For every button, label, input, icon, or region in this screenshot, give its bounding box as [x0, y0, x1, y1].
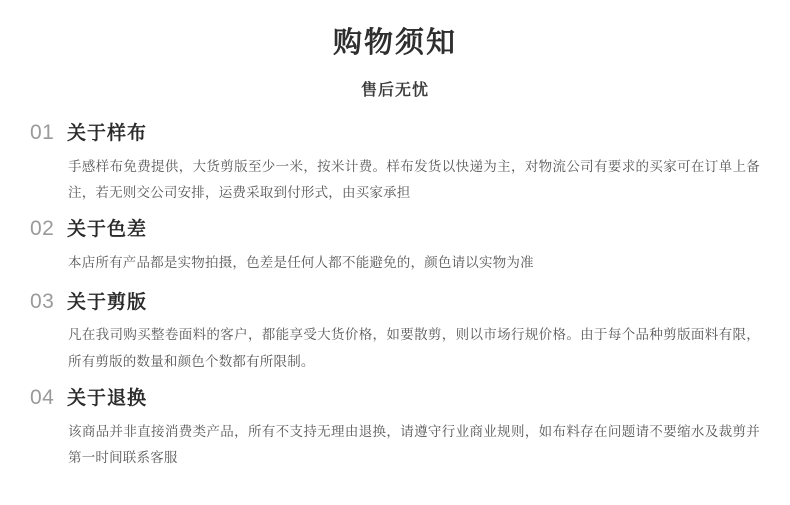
- section-number: 02: [30, 217, 55, 241]
- sections-list: [0, 122, 790, 472]
- section-title: 关于退换: [67, 388, 148, 410]
- section-heading: [30, 122, 760, 145]
- section-item: [30, 291, 760, 376]
- section-body: 手感样布免费提供，大货剪版至少一米，按米计费。样布发货以快递为主，对物流公司有要求的买家可在订单上备注，若无则交公司安排，运费采取到付形式，由买家承担: [68, 158, 760, 200]
- section-number: 04: [30, 386, 55, 410]
- section-body: 凡在我司购买整卷面料的客户，都能享受大货价格，如要散剪，则以市场行规价格。由于每个品种剪版面料有限，所有剪版的数量和颜色个数都有所限制。: [68, 327, 760, 369]
- section-item: [30, 122, 760, 207]
- page-title: 购物须知: [332, 27, 457, 59]
- section-number: 01: [30, 120, 55, 144]
- page-subtitle: 售后无忧: [360, 81, 429, 99]
- section-number: 03: [30, 289, 55, 313]
- section-body: 本店所有产品都是实物拍摄，色差是任何人都不能避免的，颜色请以实物为准: [68, 255, 534, 271]
- section-heading: [30, 291, 760, 314]
- section-title: 关于剪版: [67, 291, 148, 313]
- page-header: [0, 0, 790, 100]
- section-title: 关于色差: [67, 219, 148, 241]
- section-body: 该商品并非直接消费类产品，所有不支持无理由退换，请遵守行业商业规则，如布料存在问题请不要缩水及裁剪并第一时间联系客服: [68, 423, 760, 466]
- section-title: 关于样布: [67, 122, 148, 144]
- section-item: [30, 387, 760, 472]
- section-item: [30, 218, 760, 276]
- section-heading: [30, 387, 760, 410]
- section-heading: [30, 218, 760, 241]
